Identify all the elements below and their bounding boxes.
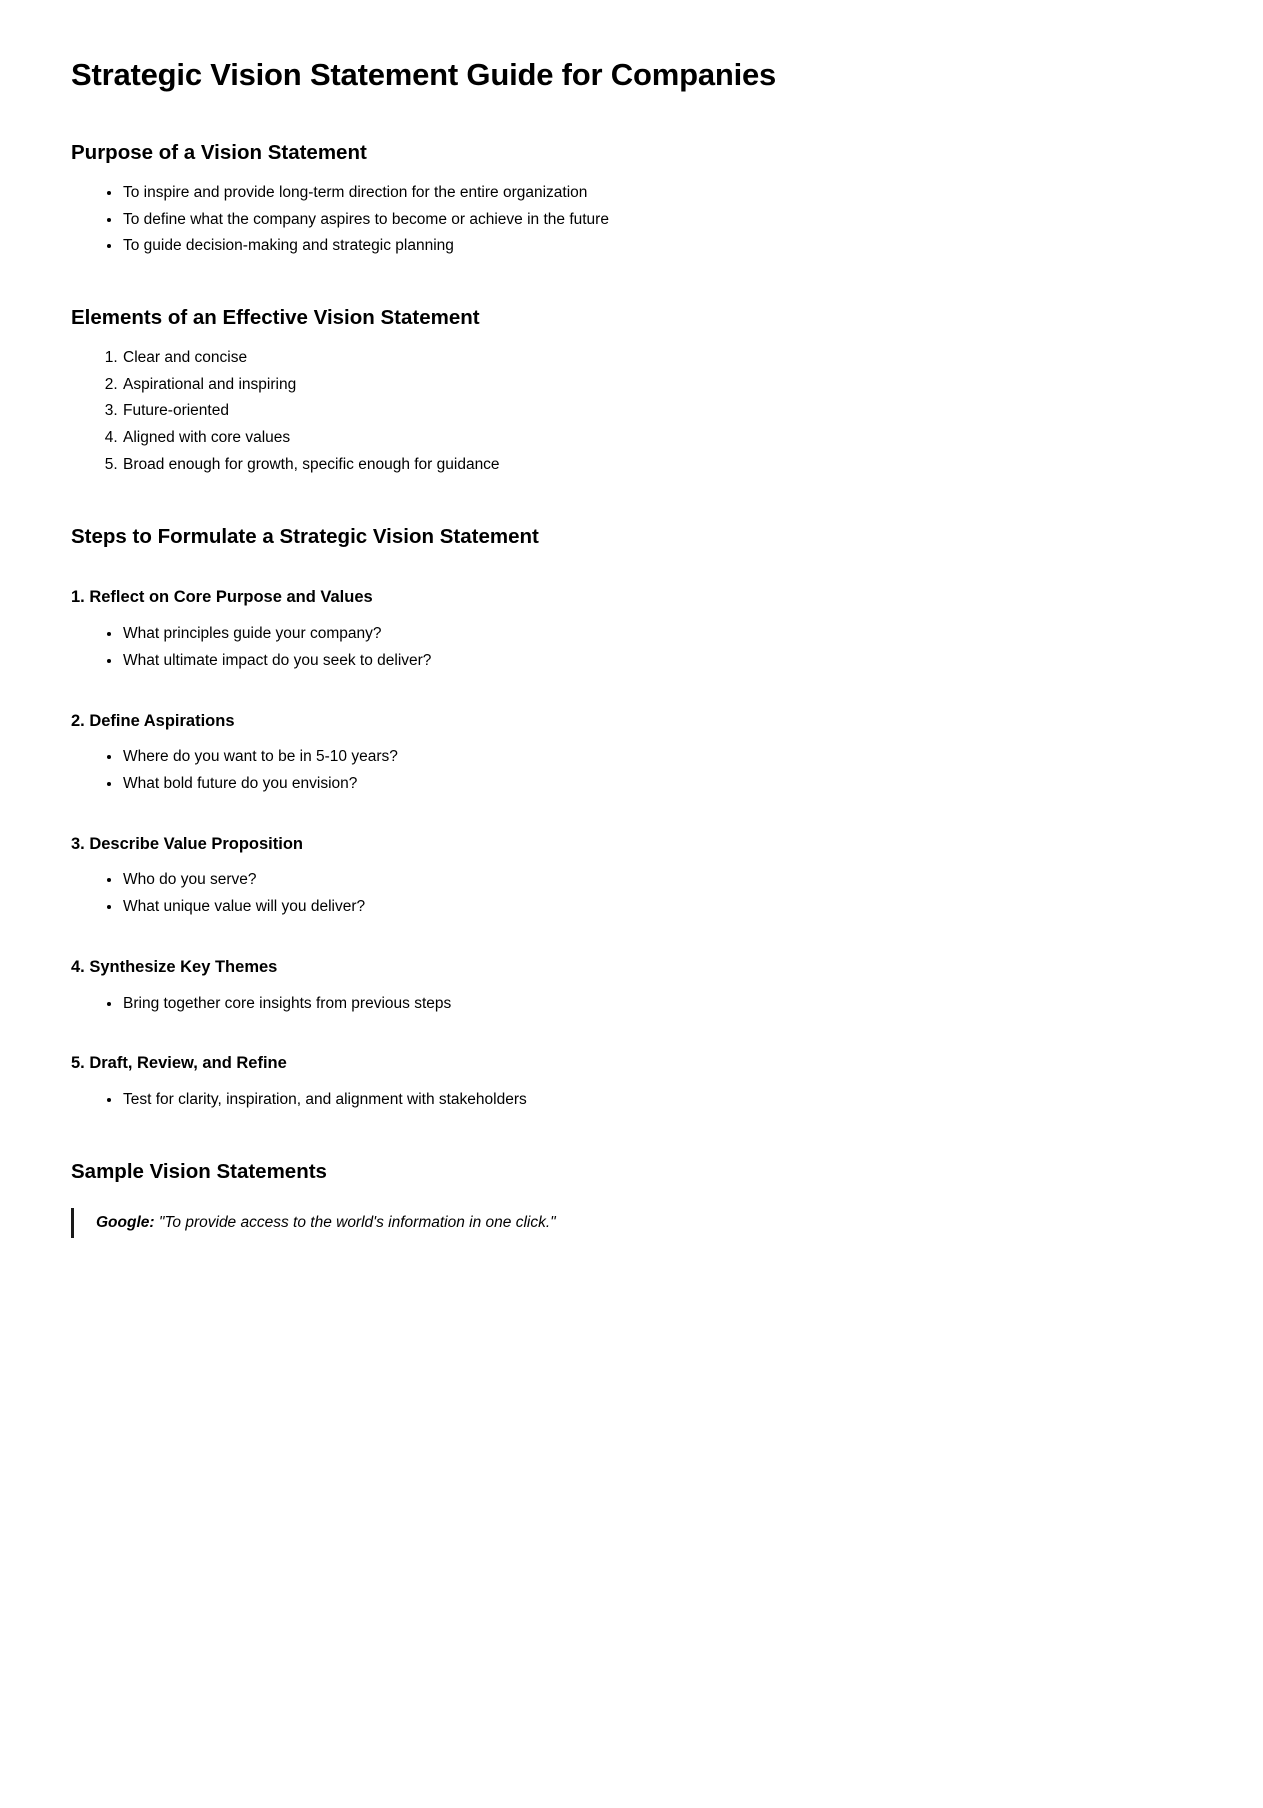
page-title: Strategic Vision Statement Guide for Companies [71,57,777,92]
quote-source: Google: [96,1214,155,1232]
section-heading-purpose: Purpose of a Vision Statement [71,141,367,165]
step-heading-3: 3. Describe Value Proposition [71,834,303,853]
step-heading-5: 5. Draft, Review, and Refine [71,1054,287,1073]
list-item: 3. Future-oriented [122,400,1192,423]
list-item: 2. Aspirational and inspiring [122,374,1192,397]
list-item: • To define what the company aspires to become or achieve in the future [122,209,1192,232]
section-heading-steps: Steps to Formulate a Strategic Vision Statement [71,524,539,548]
sample-quote-google [71,1208,1192,1237]
quote-text: "To provide access to the world's information in one click." [154,1214,556,1232]
list-item: • Test for clarity, inspiration, and alignment with stakeholders [122,1089,1192,1112]
section-heading-samples: Sample Vision Statements [71,1159,327,1183]
list-item: 1. Clear and concise [122,347,1192,370]
list-item: • What ultimate impact do you seek to deliver? [122,650,1192,673]
list-item: 4. Aligned with core values [122,427,1192,450]
purpose-list [71,182,1192,258]
list-item: • What unique value will you deliver? [122,896,1192,919]
list-item: • Where do you want to be in 5-10 years? [122,746,1192,769]
list-item: • Bring together core insights from previous steps [122,993,1192,1016]
step-heading-2: 2. Define Aspirations [71,711,235,730]
list-item: • Who do you serve? [122,869,1192,892]
list-item: • To guide decision-making and strategic planning [122,235,1192,258]
step-list-5 [71,1089,1192,1112]
step-list-2 [71,746,1192,796]
elements-list [71,347,1192,477]
list-item: 5. Broad enough for growth, specific enough for guidance [122,454,1192,477]
list-item: • What bold future do you envision? [122,773,1192,796]
list-item: • What principles guide your company? [122,623,1192,646]
step-list-3 [71,869,1192,919]
step-list-4 [71,993,1192,1016]
section-heading-elements: Elements of an Effective Vision Statement [71,306,480,330]
step-list-1 [71,623,1192,673]
step-heading-4: 4. Synthesize Key Themes [71,957,278,976]
list-item: • To inspire and provide long-term direction for the entire organization [122,182,1192,205]
step-heading-1: 1. Reflect on Core Purpose and Values [71,588,373,607]
